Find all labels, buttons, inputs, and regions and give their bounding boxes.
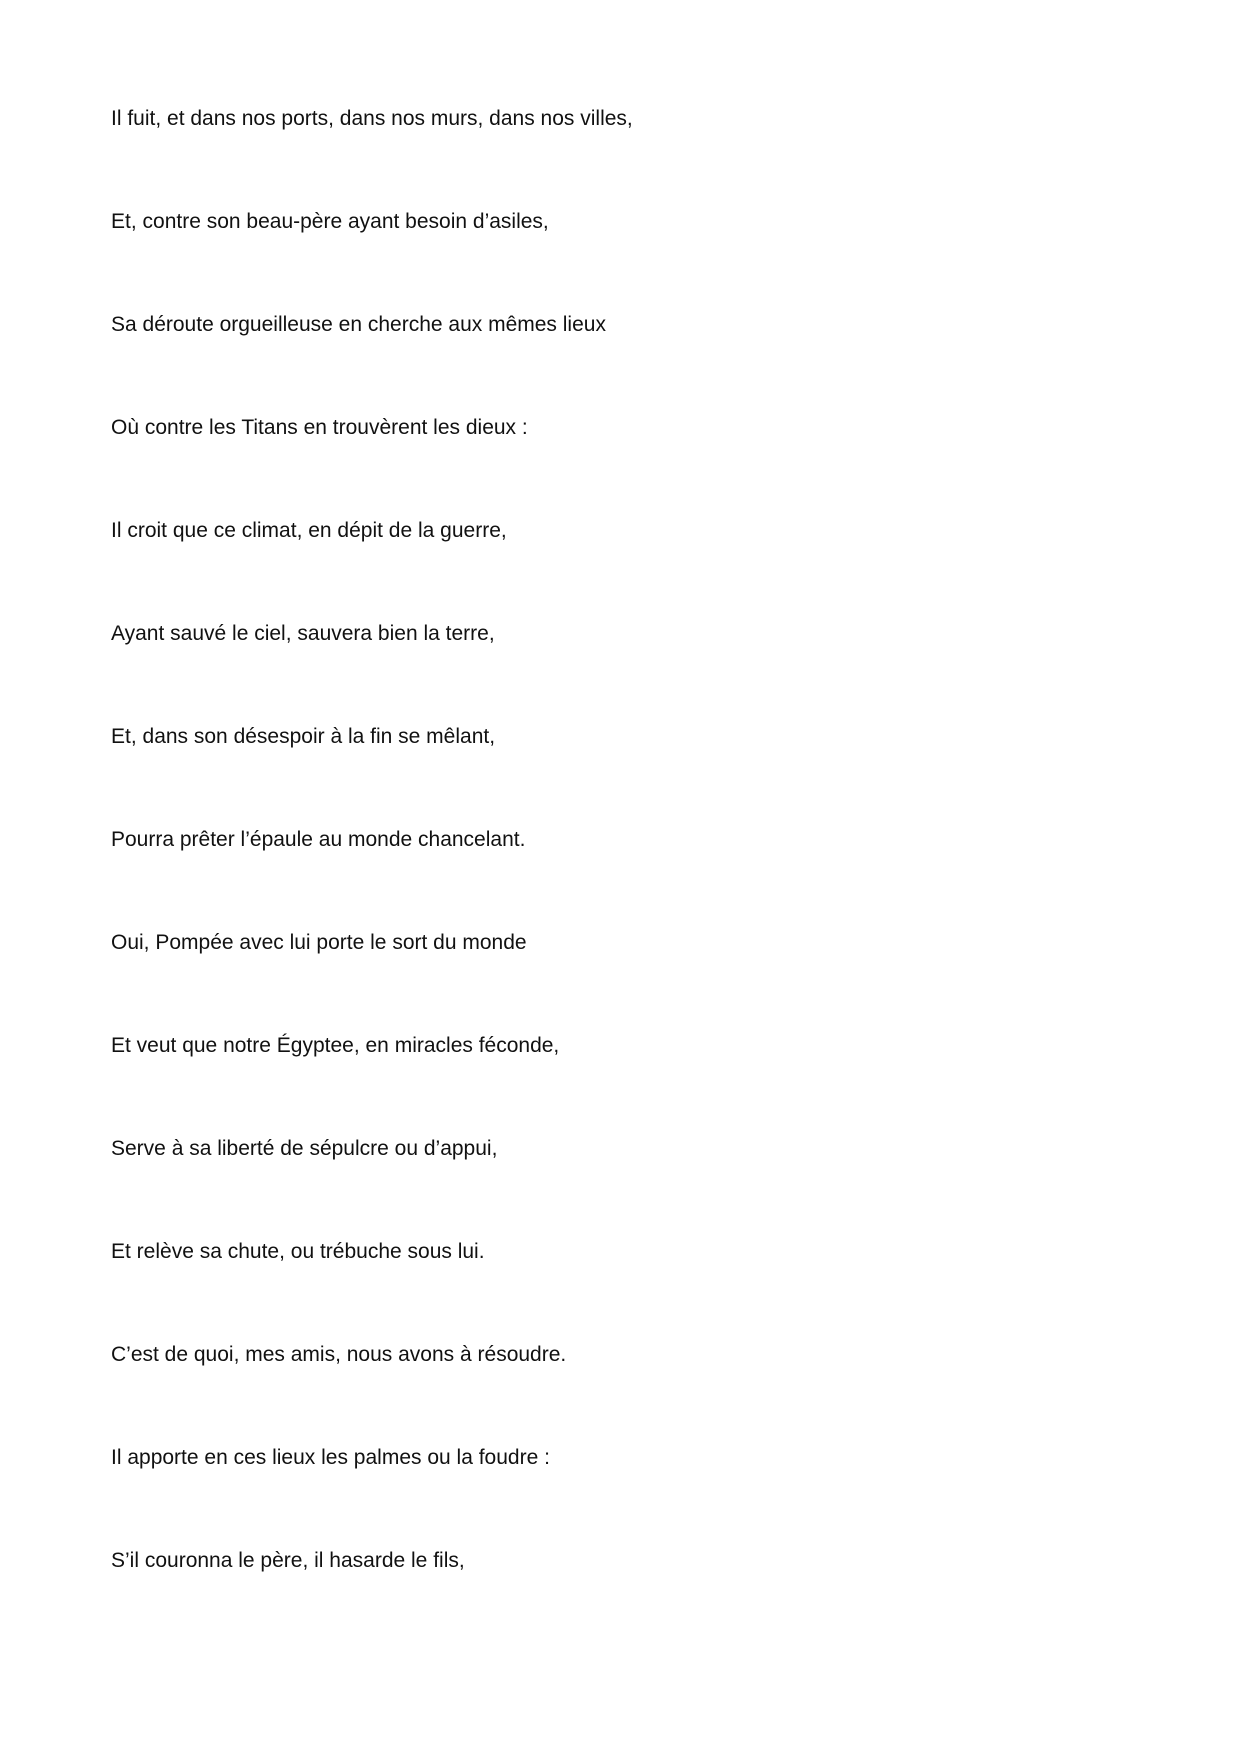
verse-line: Et relève sa chute, ou trébuche sous lui. <box>111 1240 485 1263</box>
verse-line: Il apporte en ces lieux les palmes ou la foudre : <box>111 1446 550 1469</box>
verse-line: Ayant sauvé le ciel, sauvera bien la terre, <box>111 622 495 645</box>
verse-list <box>111 106 1111 1651</box>
verse-line: Et, dans son désespoir à la fin se mêlant, <box>111 725 496 748</box>
verse-line: Serve à sa liberté de sépulcre ou d’appui, <box>111 1137 498 1160</box>
verse-line: Sa déroute orgueilleuse en cherche aux mêmes lieux <box>111 313 606 336</box>
verse-line: Oui, Pompée avec lui porte le sort du monde <box>111 931 527 954</box>
verse-line: Et, contre son beau-père ayant besoin d’asiles, <box>111 210 549 233</box>
verse-line: Il fuit, et dans nos ports, dans nos murs, dans nos villes, <box>111 107 633 130</box>
verse-line: Il croit que ce climat, en dépit de la guerre, <box>111 519 507 542</box>
verse-line: Et veut que notre Égyptee, en miracles féconde, <box>111 1034 560 1057</box>
verse-line: S’il couronna le père, il hasarde le fils, <box>111 1549 465 1572</box>
verse-line: C’est de quoi, mes amis, nous avons à résoudre. <box>111 1343 567 1366</box>
verse-line: Où contre les Titans en trouvèrent les dieux : <box>111 416 528 439</box>
verse-line: Pourra prêter l’épaule au monde chancelant. <box>111 828 526 851</box>
